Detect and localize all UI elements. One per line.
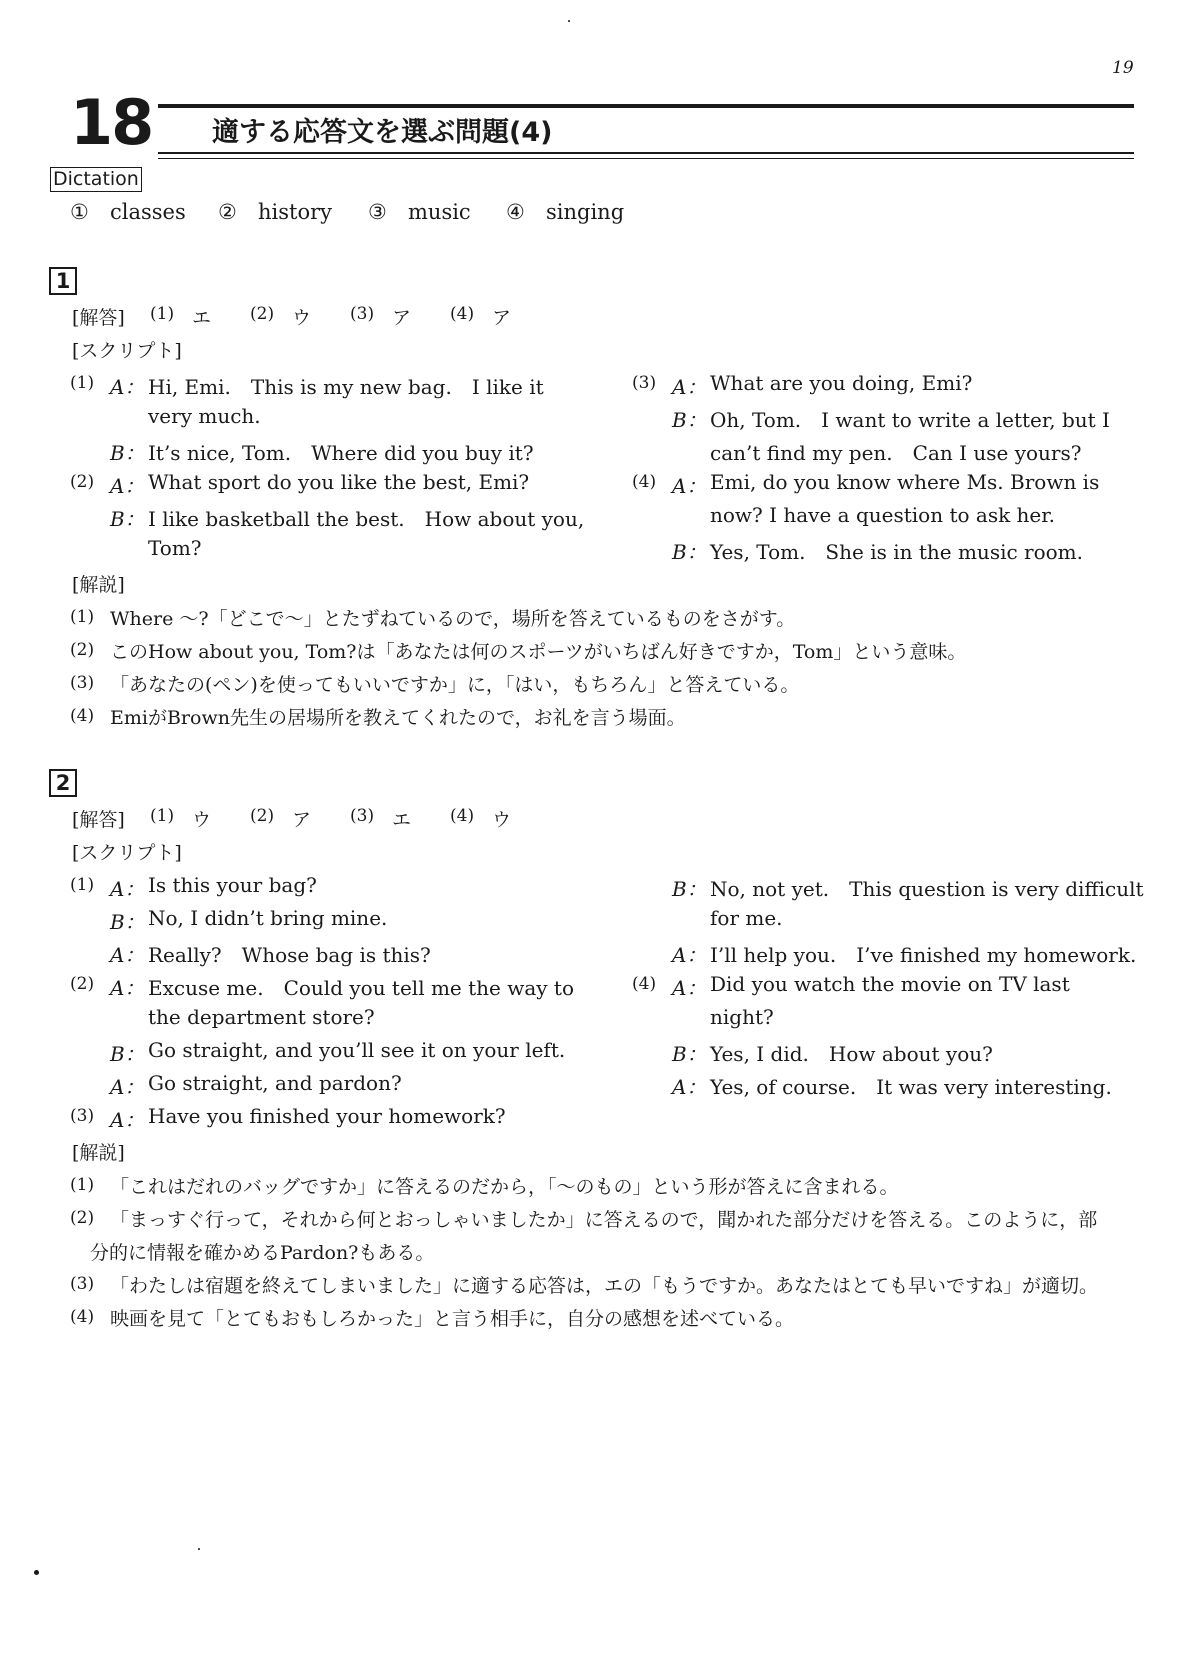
answer-choice: ウ [492, 809, 512, 831]
explanation-text: 「これはだれのバッグですか」に答えるのだから，「～のもの」という形が答えに含まれる。 [110, 1176, 899, 1198]
answer-number: (1) [150, 806, 175, 826]
script-question-number: (4) [632, 974, 657, 994]
speaker-label: B： [110, 910, 145, 934]
script-line: Yes, of course. It was very interesting. [710, 1075, 1112, 1099]
scan-speck [198, 1548, 200, 1550]
dictation-mark: ② [218, 200, 237, 224]
speaker-label: A： [110, 1108, 145, 1132]
explanation-text: 「わたしは宿題を終えてしまいました」に適する応答は，エの「もうですか。あなたはとても早いですね」が適切。 [110, 1275, 1099, 1297]
script-line: Go straight, and pardon? [148, 1071, 402, 1095]
answer-choice: ウ [192, 809, 212, 831]
explanation-number: (3) [70, 673, 95, 693]
explanation-number: (2) [70, 1208, 95, 1228]
dictation-word: music [408, 200, 471, 224]
script-question-number: (2) [70, 472, 95, 492]
speaker-label: A： [110, 877, 145, 901]
scan-speck [568, 20, 570, 22]
explanation-number: (4) [70, 706, 95, 726]
script-line: Yes, Tom. She is in the music room. [710, 540, 1083, 564]
answer-number: (4) [450, 304, 475, 324]
answer-label: [解答] [72, 307, 125, 329]
speaker-label: A： [672, 375, 707, 399]
script-line: Emi, do you know where Ms. Brown is [710, 470, 1100, 494]
chapter-number: 18 [70, 86, 153, 159]
answer-choice: ウ [292, 307, 312, 329]
speaker-label: B： [672, 540, 707, 564]
explanation-number: (3) [70, 1274, 95, 1294]
title-rule-bottom-thin [158, 158, 1134, 159]
explanation-number: (2) [70, 640, 95, 660]
speaker-label: A： [110, 943, 145, 967]
script-question-number: (1) [70, 875, 95, 895]
explanation-label: [解説] [72, 1142, 125, 1164]
answer-choice: エ [192, 307, 212, 329]
script-question-number: (4) [632, 472, 657, 492]
speaker-label: A： [672, 976, 707, 1000]
page-number: 19 [1112, 58, 1134, 78]
script-line: Really? Whose bag is this? [148, 943, 431, 967]
script-line: the department store? [148, 1005, 375, 1029]
script-line: Hi, Emi. This is my new bag. I like it [148, 375, 544, 399]
speaker-label: B： [672, 877, 707, 901]
script-line: Yes, I did. How about you? [710, 1042, 993, 1066]
script-line: Tom? [148, 536, 202, 560]
speaker-label: B： [672, 408, 707, 432]
script-question-number: (2) [70, 974, 95, 994]
script-line: night? [710, 1005, 774, 1029]
answer-choice: エ [392, 809, 412, 831]
speaker-label: B： [110, 441, 145, 465]
explanation-text: 「あなたの(ペン)を使ってもいいですか」に，「はい，もちろん」と答えている。 [110, 674, 800, 696]
dictation-word: singing [546, 200, 625, 224]
explanation-number: (4) [70, 1307, 95, 1327]
script-line: Go straight, and you’ll see it on your left. [148, 1038, 566, 1062]
script-line: No, not yet. This question is very difficult [710, 877, 1144, 901]
script-question-number: (3) [632, 373, 657, 393]
scan-speck [34, 1570, 39, 1575]
dictation-mark: ③ [368, 200, 387, 224]
script-line: Oh, Tom. I want to write a letter, but I [710, 408, 1110, 432]
dictation-word: classes [110, 200, 186, 224]
speaker-label: A： [110, 474, 145, 498]
script-label: [スクリプト] [72, 340, 182, 362]
script-line: Excuse me. Could you tell me the way to [148, 976, 575, 1000]
speaker-label: A： [672, 1075, 707, 1099]
title-rule-bottom [158, 152, 1134, 154]
script-line: I like basketball the best. How about you, [148, 507, 585, 531]
speaker-label: B： [110, 1042, 145, 1066]
explanation-text-continued: 分的に情報を確かめるPardon?もある。 [90, 1242, 435, 1264]
script-line: now? I have a question to ask her. [710, 503, 1055, 527]
script-line: What sport do you like the best, Emi? [148, 470, 530, 494]
speaker-label: A： [672, 943, 707, 967]
script-line: can’t find my pen. Can I use yours? [710, 441, 1082, 465]
speaker-label: A： [110, 976, 145, 1000]
speaker-label: A： [110, 375, 145, 399]
chapter-title: 適する応答文を選ぶ問題(4) [212, 117, 553, 148]
script-line: Did you watch the movie on TV last [710, 972, 1070, 996]
explanation-text: このHow about you, Tom?は「あなたは何のスポーツがいちばん好きですか，Tom」という意味。 [110, 641, 967, 663]
script-line: No, I didn’t bring mine. [148, 906, 388, 930]
explanation-text: EmiがBrown先生の居場所を教えてくれたので，お礼を言う場面。 [110, 707, 686, 729]
dictation-mark: ④ [506, 200, 525, 224]
answer-choice: ア [492, 307, 512, 329]
explanation-text: Where ～?「どこで～」とたずねているので，場所を答えているものをさがす。 [110, 608, 796, 630]
explanation-text: 映画を見て「とてもおもしろかった」と言う相手に，自分の感想を述べている。 [110, 1308, 795, 1330]
script-line: I’ll help you. I’ve finished my homework. [710, 943, 1137, 967]
script-question-number: (3) [70, 1106, 95, 1126]
script-line: It’s nice, Tom. Where did you buy it? [148, 441, 534, 465]
dictation-word: history [258, 200, 333, 224]
answer-choice: ア [392, 307, 412, 329]
dictation-mark: ① [70, 200, 89, 224]
answer-number: (3) [350, 304, 375, 324]
dictation-label: Dictation [50, 167, 142, 192]
speaker-label: B： [110, 507, 145, 531]
explanation-number: (1) [70, 1175, 95, 1195]
script-line: very much. [148, 404, 261, 428]
answer-number: (3) [350, 806, 375, 826]
section-1-number: 1 [49, 267, 77, 295]
script-line: What are you doing, Emi? [710, 371, 973, 395]
title-rule-top [158, 104, 1134, 108]
speaker-label: A： [672, 474, 707, 498]
speaker-label: A： [110, 1075, 145, 1099]
explanation-number: (1) [70, 607, 95, 627]
script-line: for me. [710, 906, 783, 930]
answer-number: (4) [450, 806, 475, 826]
explanation-label: [解説] [72, 574, 125, 596]
answer-label: [解答] [72, 809, 125, 831]
script-line: Is this your bag? [148, 873, 317, 897]
explanation-text: 「まっすぐ行って，それから何とおっしゃいましたか」に答えるので，聞かれた部分だけを答える。このように，部 [110, 1209, 1098, 1231]
answer-choice: ア [292, 809, 312, 831]
answer-number: (2) [250, 806, 275, 826]
script-question-number: (1) [70, 373, 95, 393]
script-label: [スクリプト] [72, 842, 182, 864]
answer-number: (2) [250, 304, 275, 324]
answer-number: (1) [150, 304, 175, 324]
script-line: Have you finished your homework? [148, 1104, 506, 1128]
section-2-number: 2 [49, 769, 77, 797]
speaker-label: B： [672, 1042, 707, 1066]
